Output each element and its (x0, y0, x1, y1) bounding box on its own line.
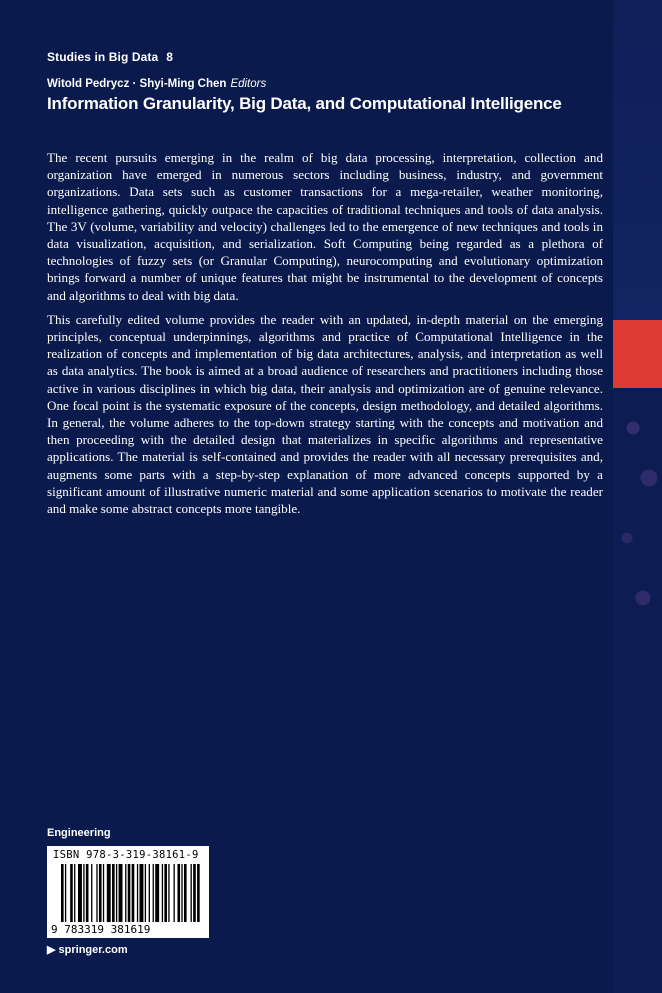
description-paragraph-2: This carefully edited volume provides the reader with an updated, in-depth material on the emerging principles, conceptual underpinnings, algorithms and practice of Computational Intelligence in the realization of concepts and implementation of big data architectures, analysis, and interpretation as well as data analytics. The book is aimed at a broad audience of researchers and practitioners including those active in various disciplines in which big data, their analysis and optimization are of genuine relevance. One focal point is the systematic exposure of the concepts, design methodology, and detailed algorithms. In general, the volume adheres to the top-down strategy starting with the concepts and motivation and then proceeding with the detailed design that materializes in specific algorithms and representative applications. The material is self-contained and provides the reader with all necessary prerequisites and, augments some parts with a step-by-step explanation of more advanced concepts supported by a significant amount of illustrative numeric material and some application scenarios to motivate the reader and make some abstract concepts more tangible. (47, 311, 603, 517)
description (47, 149, 603, 524)
barcode-bar (193, 864, 196, 922)
barcode-bar (140, 864, 144, 922)
barcode-bar (168, 864, 169, 922)
barcode-bar (145, 864, 146, 922)
description-paragraph-1: The recent pursuits emerging in the realm of big data processing, interpretation, collection and organization have emerged in numerous sectors including business, industry, and government organizations. Data sets such as customer transactions for a mega-retailer, weather monitoring, intelligence gathering, quickly outpace the capacities of traditional techniques and tools of data analysis. The 3V (volume, variability and velocity) challenges led to the emergence of new techniques and tools in data visualization, acquisition, and serialization. Soft Computing being regarded as a plethora of technologies of fuzzy sets (or Granular Computing), neurocomputing and evolutionary optimization brings forward a number of unique features that might be instrumental to the development of concepts and algorithms to deal with big data. (47, 150, 603, 303)
barcode-bar (83, 864, 84, 922)
barcode-digits: 9 783319 381619 (51, 923, 151, 936)
barcode-bar (125, 864, 126, 922)
barcode-bar (103, 864, 104, 922)
editor-names: Witold Pedrycz · Shyi-Ming Chen (47, 78, 227, 90)
barcode-bar (132, 864, 135, 922)
cover-edge-strip (613, 0, 662, 993)
barcode-bar (65, 864, 66, 922)
barcode-bar (181, 864, 182, 922)
barcode-bar (74, 864, 75, 922)
barcode-bar (128, 864, 131, 922)
barcode-bars (61, 864, 201, 922)
series-volume: 8 (166, 50, 174, 64)
subject-category: Engineering (47, 827, 111, 839)
barcode-bar (153, 864, 154, 922)
barcode-bar (149, 864, 150, 922)
barcode-bar (112, 864, 115, 922)
barcode-bar (164, 864, 167, 922)
barcode-bar (91, 864, 92, 922)
barcode-bar (119, 864, 123, 922)
editors-line (47, 78, 266, 90)
barcode-bar (177, 864, 180, 922)
barcode-bar (107, 864, 111, 922)
barcode-bar (155, 864, 159, 922)
barcode-bar (191, 864, 192, 922)
edge-pattern (613, 388, 662, 993)
series-line (47, 50, 173, 64)
barcode-bar (96, 864, 97, 922)
barcode-bar (137, 864, 138, 922)
barcode-bar (174, 864, 175, 922)
barcode-bar (70, 864, 73, 922)
barcode-bar (162, 864, 163, 922)
barcode-bar (61, 864, 64, 922)
isbn-barcode (47, 846, 209, 938)
editors-role: Editors (230, 78, 267, 90)
isbn-label: ISBN 978-3-319-38161-9 (53, 849, 199, 861)
series-name: Studies in Big Data (47, 50, 159, 64)
publisher-link[interactable]: ▶ springer.com (47, 944, 128, 956)
barcode-bar (78, 864, 82, 922)
barcode-bar (197, 864, 200, 922)
barcode-bar (184, 864, 187, 922)
barcode-bar (116, 864, 117, 922)
barcode-bar (86, 864, 89, 922)
edge-dark-section (613, 0, 662, 320)
accent-red-band (613, 320, 662, 388)
book-title: Information Granularity, Big Data, and Computational Intelligence (47, 94, 562, 113)
barcode-bar (99, 864, 102, 922)
